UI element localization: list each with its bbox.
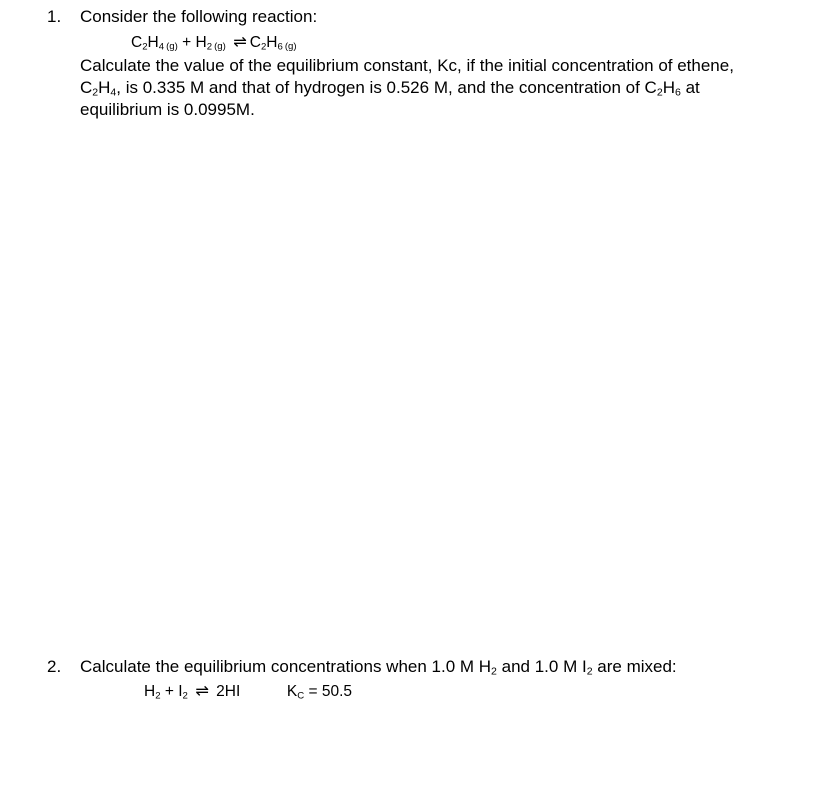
question-2-text: Calculate the equilibrium concentrations when 1.0 M $H_2$ and 1.0 M $I_2$ are mixed: (80, 657, 677, 678)
question-2-equation: $H_2 + I_2$ ⇌ 2HI $K_C = 50.5$ (144, 682, 353, 702)
reactant-hydrogen: $H_2$ (g) (195, 34, 226, 53)
question-1-number: 1. (47, 7, 62, 26)
equilibrium-arrow-icon: ⇌ (195, 682, 209, 700)
plus-sign: + (182, 34, 192, 51)
question-1-line-3: equilibrium is 0.0995M. (80, 100, 255, 119)
question-1-line-1: Calculate the value of the equilibrium constant, Kc, if the initial concentration of ethene, (80, 56, 734, 75)
reactant-ethene: $C_2H_4$ (g) (131, 34, 178, 53)
question-1-equation (131, 32, 297, 57)
question-1-intro: Consider the following reaction: (80, 7, 318, 26)
question-2-number: 2. (47, 657, 62, 676)
question-1-line-2: $C_2H_4$, is 0.335 M and that of hydrogen is 0.526 M, and the concentration of $C_2H_6$ at (80, 78, 700, 99)
product-hi: 2HI (216, 683, 241, 700)
product-ethane: $C_2H_6$ (g) (249, 34, 297, 53)
equilibrium-constant: $K_C = 50.5$ (286, 683, 353, 702)
equilibrium-arrow-icon: ⇌ (233, 33, 247, 51)
